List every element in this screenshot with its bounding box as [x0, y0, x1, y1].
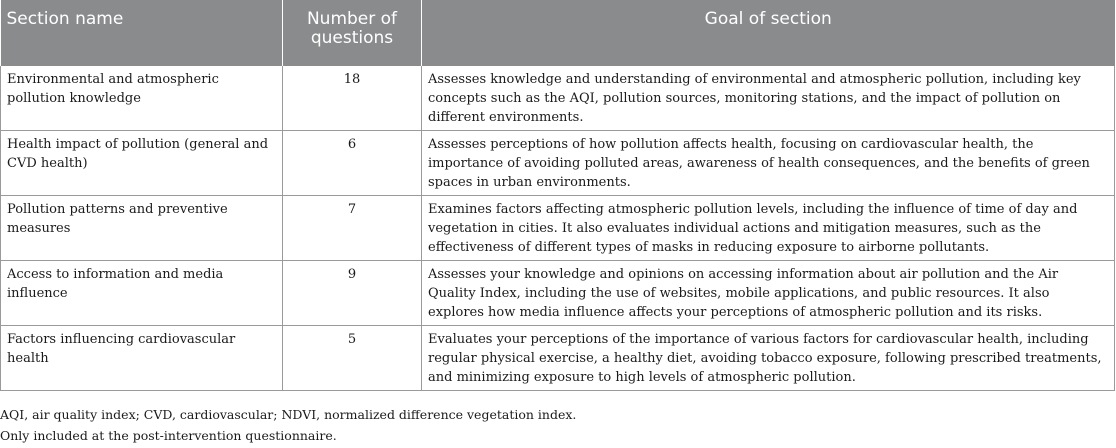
- question-count-cell: 18: [283, 66, 422, 131]
- section-name-cell: Health impact of pollution (general and CVD health): [1, 131, 283, 196]
- table-row: [1, 261, 1115, 326]
- section-name-cell: Access to information and media influence: [1, 261, 283, 326]
- goal-cell: Evaluates your perceptions of the importance of various factors for cardiovascular health, including regular physical exercise, a healthy diet, avoiding tobacco exposure, following prescribed treatments, and minimizing exposure to high levels of atmospheric pollution.: [422, 326, 1115, 391]
- table-row: [1, 66, 1115, 131]
- table-header: [1, 0, 1115, 66]
- post-intervention-note: Only included at the post-intervention questionnaire.: [0, 428, 337, 443]
- header-goal-of-section: Goal of section: [422, 0, 1115, 66]
- table-footnotes: [0, 404, 576, 446]
- table-body: [1, 66, 1115, 391]
- header-row: [1, 0, 1115, 66]
- goal-cell: Assesses perceptions of how pollution affects health, focusing on cardiovascular health, the importance of avoiding polluted areas, awareness of health consequences, and the benefits of green spaces in urban environments.: [422, 131, 1115, 196]
- table-row: [1, 326, 1115, 391]
- question-count-cell: 7: [283, 196, 422, 261]
- section-name-cell: Environmental and atmospheric pollution knowledge: [1, 66, 283, 131]
- question-count-cell: 6: [283, 131, 422, 196]
- header-section-name: Section name: [1, 0, 283, 66]
- question-count-cell: 9: [283, 261, 422, 326]
- section-name-cell: Factors influencing cardiovascular health: [1, 326, 283, 391]
- question-count-cell: 5: [283, 326, 422, 391]
- goal-cell: Examines factors affecting atmospheric pollution levels, including the influence of time of day and vegetation in cities. It also evaluates individual actions and mitigation measures, such as the effectiveness of different types of masks in reducing exposure to airborne pollutants.: [422, 196, 1115, 261]
- table-row: [1, 131, 1115, 196]
- section-name-cell: Pollution patterns and preventive measures: [1, 196, 283, 261]
- header-number-of-questions: Number of questions: [283, 0, 422, 66]
- table-row: [1, 196, 1115, 261]
- abbreviations-note: AQI, air quality index; CVD, cardiovascular; NDVI, normalized difference vegetation index.: [0, 407, 577, 422]
- goal-cell: Assesses your knowledge and opinions on accessing information about air pollution and the Air Quality Index, including the use of websites, mobile applications, and public resources. It also explores how media influence affects your perceptions of atmospheric pollution and its risks.: [422, 261, 1115, 326]
- goal-cell: Assesses knowledge and understanding of environmental and atmospheric pollution, including key concepts such as the AQI, pollution sources, monitoring stations, and the impact of pollution on different environments.: [422, 66, 1115, 131]
